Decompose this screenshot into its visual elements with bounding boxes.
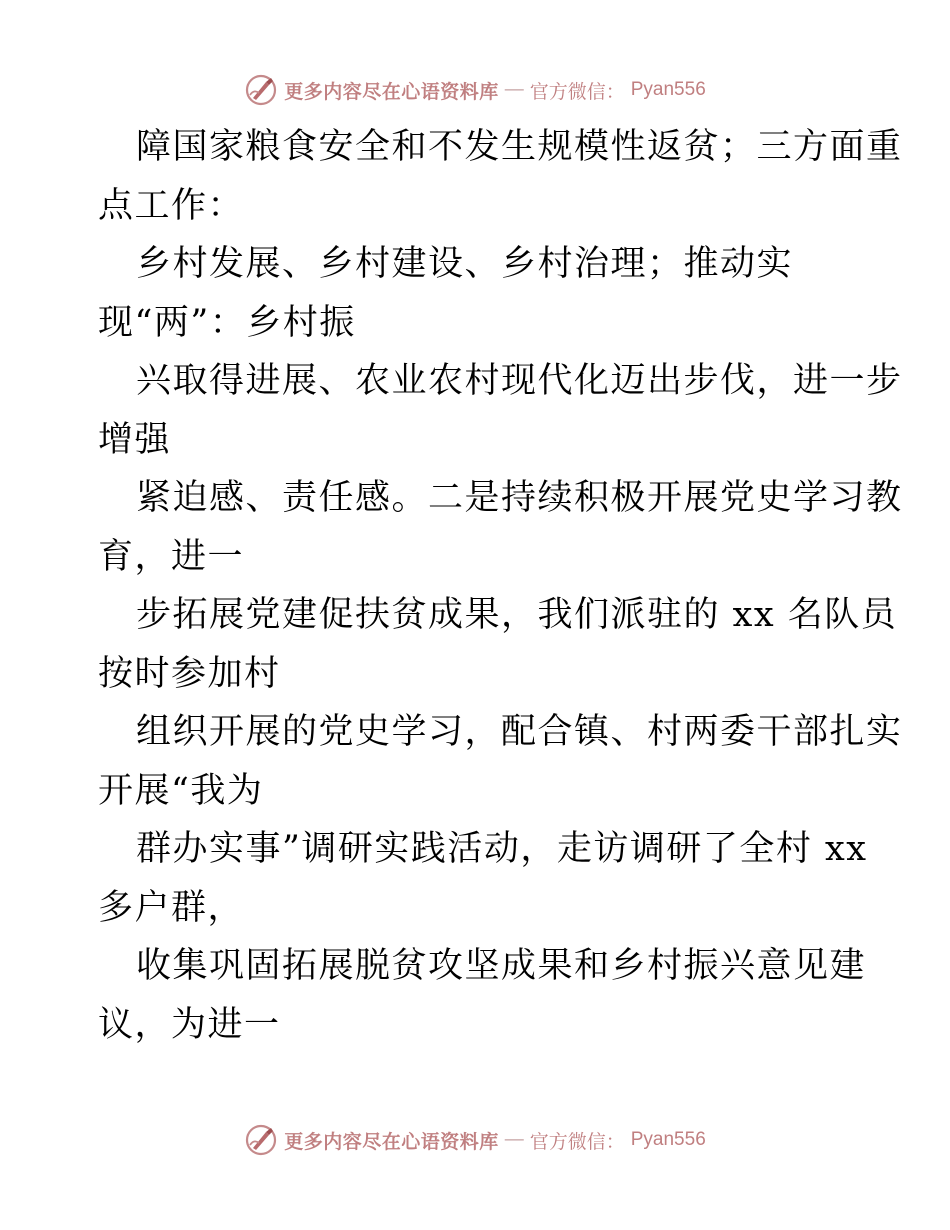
text-line: 组织开展的党史学习，配合镇、村两委干部扎实 (136, 712, 903, 752)
text-line: 乡村发展、乡村建设、乡村治理；推动实 (136, 244, 794, 284)
text-line: 按时参加村 (98, 653, 281, 694)
text-line: 障国家粮食安全和不发生规模性返贫；三方面重 (136, 127, 903, 167)
text-line: 育，进一 (98, 536, 245, 577)
text-line: 开展“我为 (98, 770, 264, 811)
watermark-separator: — (504, 79, 524, 100)
watermark-separator: — (504, 1129, 524, 1150)
quill-pen-logo-icon (244, 1123, 278, 1157)
watermark-account: Pyan556 (630, 79, 706, 100)
header-watermark (0, 70, 950, 110)
text-line: 议，为进一 (98, 1004, 281, 1045)
footer-watermark (0, 1120, 950, 1160)
watermark-label: 官方微信： (529, 1130, 625, 1153)
watermark-brand-text: 更多内容尽在心语资料库 (284, 1130, 499, 1153)
text-line: 多户群， (98, 887, 245, 928)
document-body (98, 118, 903, 1054)
text-line: 紧迫感、责任感。二是持续积极开展党史学习教 (136, 478, 903, 518)
watermark-account: Pyan556 (630, 1129, 706, 1150)
text-line: 增强 (98, 419, 172, 460)
quill-pen-logo-icon (244, 73, 278, 107)
text-line: 步拓展党建促扶贫成果，我们派驻的 xx 名队员 (136, 595, 898, 635)
text-line: 点工作： (98, 185, 245, 226)
watermark-brand-text: 更多内容尽在心语资料库 (284, 80, 499, 103)
text-line: 现“两”：乡村振 (98, 302, 356, 343)
text-line: 收集巩固拓展脱贫攻坚成果和乡村振兴意见建 (136, 946, 867, 986)
text-line: 兴取得进展、农业农村现代化迈出步伐，进一步 (136, 361, 903, 401)
text-line: 群办实事”调研实践活动，走访调研了全村 xx (136, 829, 868, 869)
watermark-label: 官方微信： (529, 80, 625, 103)
